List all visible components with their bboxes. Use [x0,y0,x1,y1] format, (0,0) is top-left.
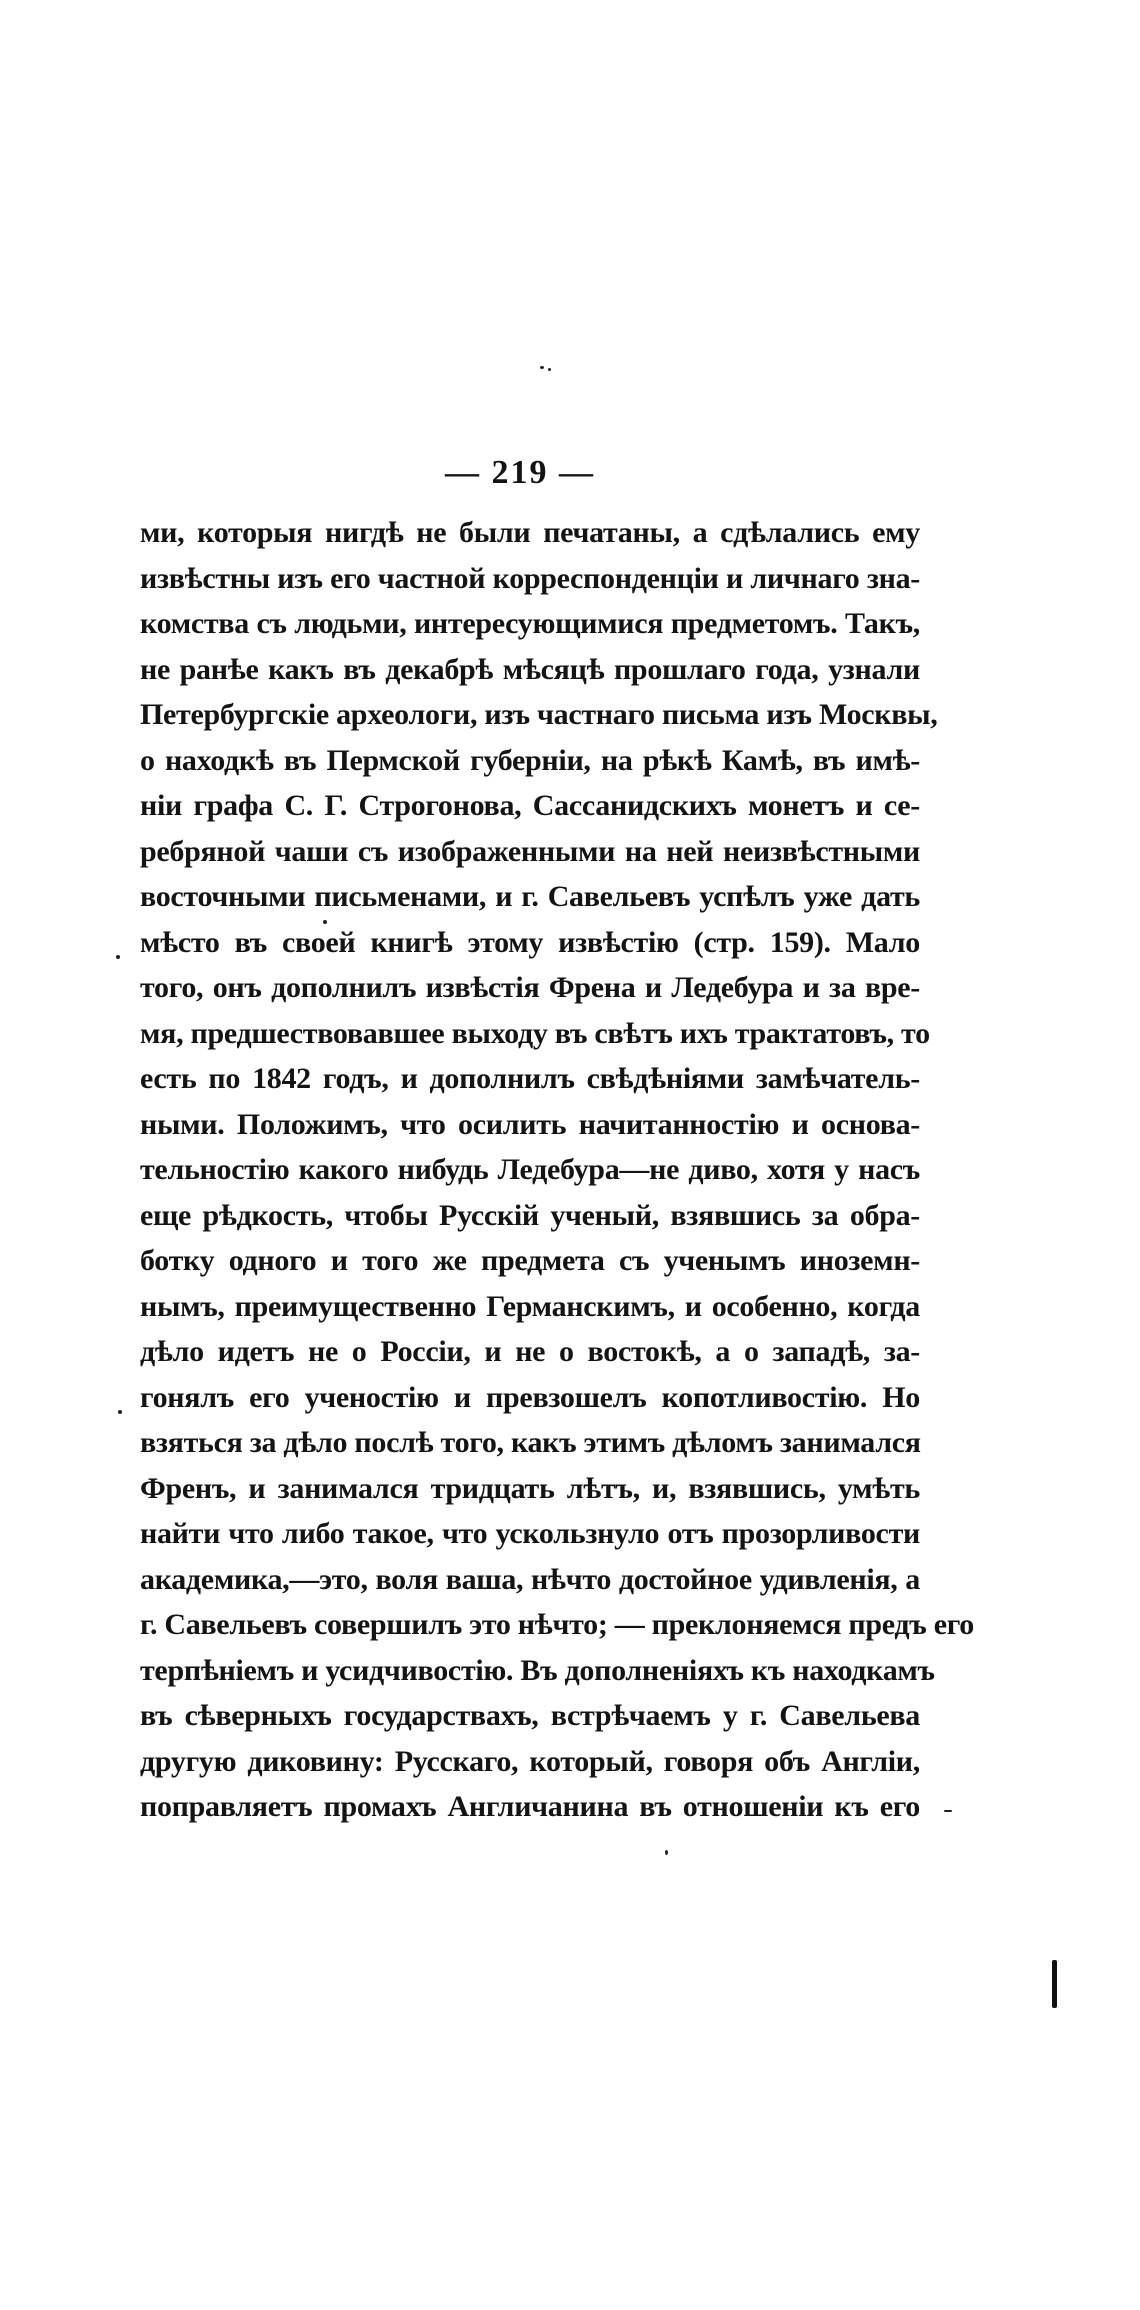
text-line: извѣстны изъ его частной корреспонденціи и личнаго зна- [140,561,920,595]
text-line: Френъ, и занимался тридцать лѣтъ, и, взявшись, умѣть [140,1471,920,1505]
text-line: взяться за дѣло послѣ того, какъ этимъ дѣломъ занимался [140,1426,921,1459]
scan-speck [323,920,327,924]
body-text [140,510,974,1830]
scan-speck [944,1810,952,1812]
text-line: дѣло идетъ не о Россіи, и не о востокѣ, а о западѣ, за- [140,1335,920,1368]
text-line: г. Савельевъ совершилъ это нѣчто; — преклоняемся предъ его [140,1608,974,1641]
text-line: мѣсто въ своей книгѣ этому извѣстію (стр. 159). Мало [140,925,920,959]
text-line: найти что либо такое, что ускользнуло отъ прозорливости [140,1517,920,1550]
text-line: Петербургскіе археологи, изъ частнаго письма изъ Москвы, [140,698,938,731]
text-line: нымъ, преимущественно Германскимъ, и особенно, когда [140,1289,920,1323]
text-line: не ранѣе какъ въ декабрѣ мѣсяцѣ прошлаго года, узнали [140,652,920,686]
text-line: ребряной чаши съ изображенными на ней неизвѣстными [140,834,920,868]
text-line: того, онъ дополнилъ извѣстія Френа и Ледебура и за вре- [140,971,920,1004]
text-line: о находкѣ въ Пермской губерніи, на рѣкѣ Камѣ, въ имѣ- [140,743,920,777]
text-line: ніи графа С. Г. Строгонова, Сассанидскихъ монетъ и се- [140,789,920,822]
text-line: поправляетъ промахъ Англичанина въ отношеніи къ его [140,1790,920,1823]
margin-mark [1052,1960,1057,2008]
scan-speck [665,1850,668,1855]
text-line: гонялъ его ученостію и превзошелъ копотливостію. Но [140,1380,920,1414]
text-line: академика,—это, воля ваша, нѣчто достойное удивленія, а [140,1562,920,1596]
scan-speck [116,955,120,959]
text-line: ми, которыя нигдѣ не были печатаны, а сдѣлались ему [140,516,920,549]
text-line: есть по 1842 годъ, и дополнилъ свѣдѣніями замѣчатель- [140,1062,920,1095]
text-line: тельностію какого нибудь Ледебура—не диво, хотя у насъ [140,1153,920,1186]
text-line: терпѣніемъ и усидчивостію. Въ дополненіяхъ къ находкамъ [140,1653,935,1687]
text-line: другую диковину: Русскаго, который, говоря объ Англіи, [140,1744,920,1778]
text-line: мя, предшествовавшее выходу въ свѣтъ ихъ трактатовъ, то [140,1016,930,1050]
scan-speck [540,366,544,369]
text-line: восточными письменами, и г. Савельевъ успѣлъ уже дать [140,880,920,913]
scan-speck [118,1410,122,1414]
text-line: ботку одного и того же предмета съ ученымъ иноземн- [140,1244,920,1277]
page-number: — 219 — [445,454,595,491]
scan-speck [548,368,551,371]
text-line: ными. Положимъ, что осилить начитанностію и основа- [140,1107,920,1141]
text-line: въ сѣверныхъ государствахъ, встрѣчаемъ у г. Савельева [140,1699,920,1732]
text-line: комства съ людьми, интересующимися предметомъ. Такъ, [140,607,920,640]
text-line: еще рѣдкость, чтобы Русскій ученый, взявшись за обра- [140,1198,920,1232]
